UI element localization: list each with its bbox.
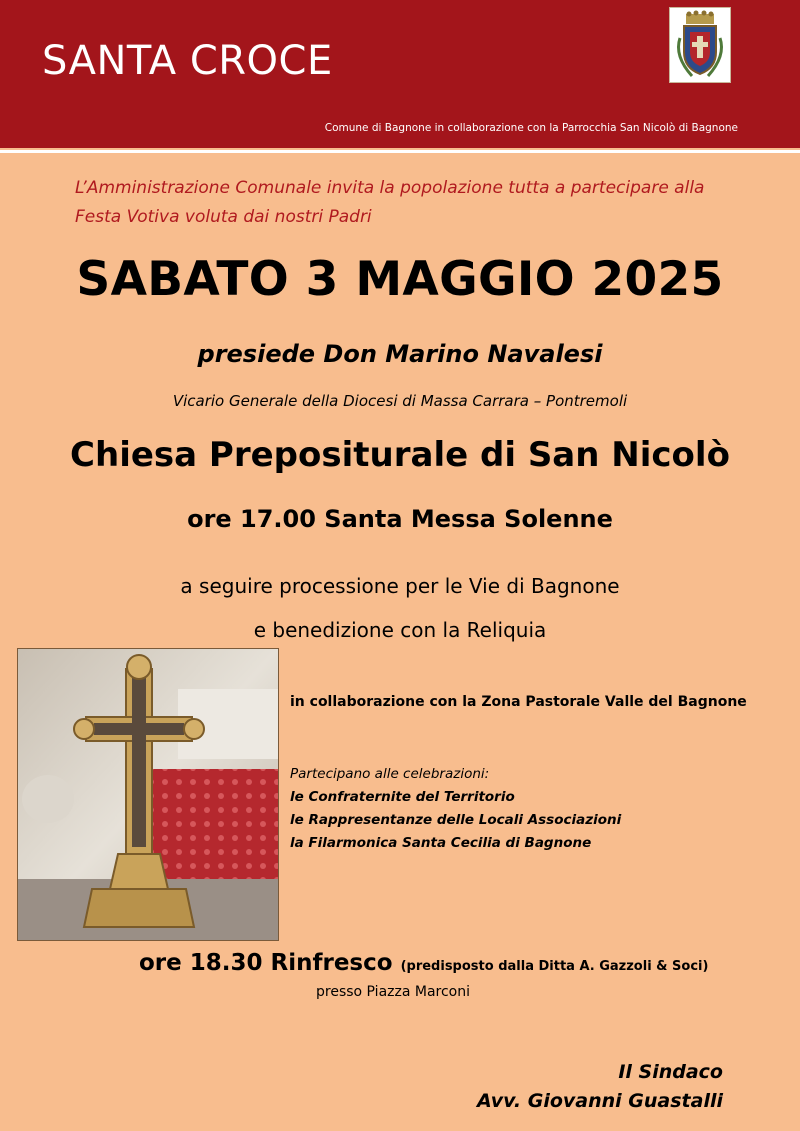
- procession-line-1: a seguire processione per le Vie di Bagnone: [180, 574, 620, 598]
- presiding-priest: presiede Don Marino Navalesi: [197, 340, 603, 368]
- header-subtitle: Comune di Bagnone in collaborazione con la Parrocchia San Nicolò di Bagnone: [324, 122, 738, 134]
- page-title: SANTA CROCE: [42, 38, 333, 84]
- procession-info: [0, 564, 800, 652]
- participants-list: [290, 763, 621, 855]
- refreshment-place: presso Piazza Marconi: [316, 984, 471, 1000]
- signature-block: [477, 1058, 723, 1116]
- collaboration-text: in collaborazione con la Zona Pastorale Valle del Bagnone: [290, 694, 747, 710]
- event-date: SABATO 3 MAGGIO 2025: [76, 252, 724, 307]
- signature-name: Avv. Giovanni Guastalli: [477, 1090, 723, 1112]
- list-item: le Rappresentanze delle Locali Associazioni: [290, 812, 622, 828]
- priest-title: Vicario Generale della Diocesi di Massa Carrara – Pontremoli: [172, 392, 628, 410]
- invitation-text: [75, 174, 755, 232]
- refreshment-info: [139, 950, 708, 976]
- participants-intro: Partecipano alle celebrazioni:: [290, 766, 490, 782]
- refreshment-note: (predisposto dalla Ditta A. Gazzoli & Soci): [400, 959, 709, 974]
- reliquary-cross-photo: [17, 648, 279, 941]
- coat-of-arms-icon: [669, 7, 731, 83]
- invitation-line-2: Festa Votiva voluta dai nostri Padri: [75, 207, 372, 227]
- procession-line-2: e benedizione con la Reliquia: [253, 618, 547, 642]
- header-divider: [0, 150, 800, 153]
- signature-role: Il Sindaco: [618, 1061, 723, 1083]
- mass-time: ore 17.00 Santa Messa Solenne: [187, 505, 613, 533]
- refreshment-time: ore 18.30 Rinfresco: [139, 950, 393, 976]
- list-item: le Confraternite del Territorio: [290, 789, 515, 805]
- invitation-line-1: L’Amministrazione Comunale invita la popolazione tutta a partecipare alla: [75, 178, 705, 198]
- header-banner: [0, 0, 800, 148]
- church-name: Chiesa Prepositurale di San Nicolò: [70, 435, 730, 475]
- list-item: la Filarmonica Santa Cecilia di Bagnone: [290, 835, 592, 851]
